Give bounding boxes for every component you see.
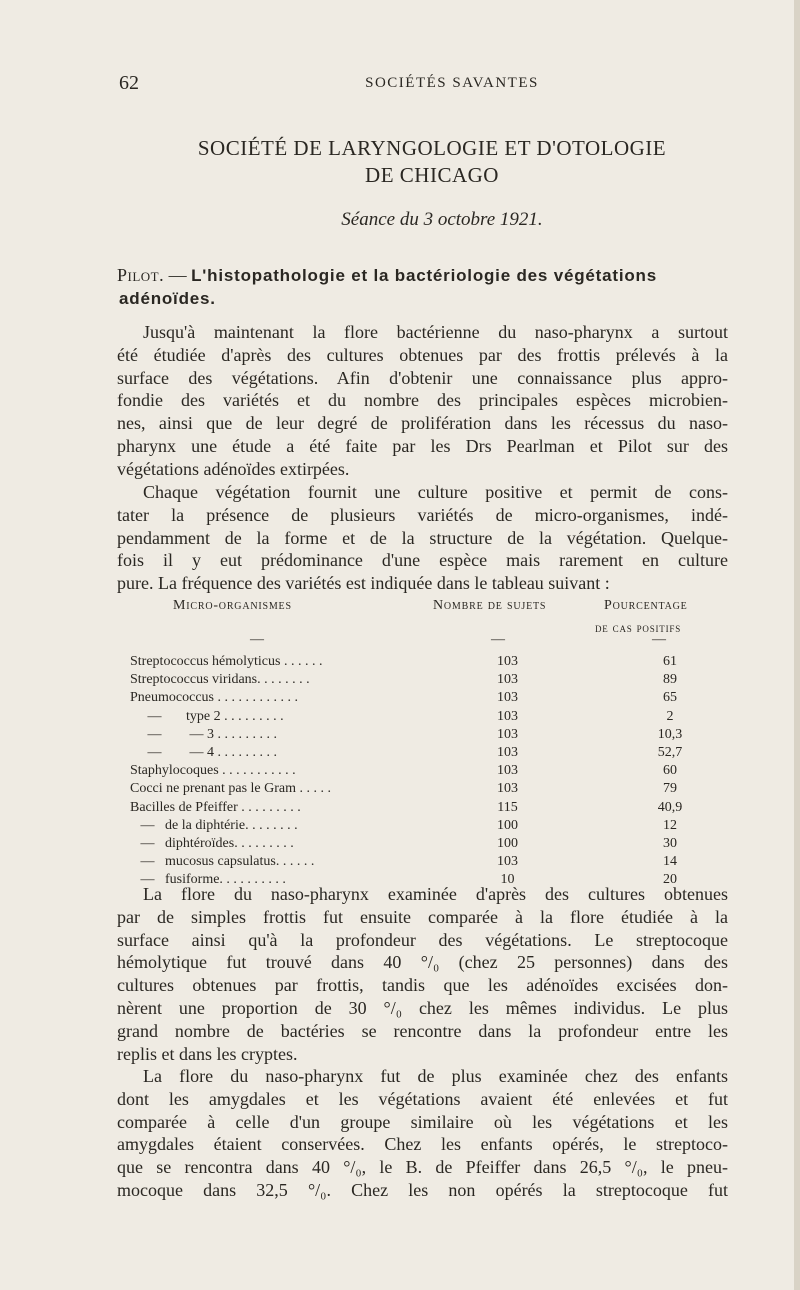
paragraph-1 [117,321,728,481]
positive-percentage: 10,3 [657,726,683,742]
organism-name: — diphtéroïdes. . . . . . . . . [130,835,294,851]
text-line: fondie des variétés et du nombre des principales espèces microbien- [117,390,728,411]
table-row [130,853,710,871]
subject-count: 103 [497,726,518,742]
title-line-2: adénoïdes. [119,289,216,308]
subject-count: 103 [497,672,518,688]
table-row [130,744,710,762]
table-body [130,653,710,889]
subject-count: 100 [497,817,518,833]
text-line: fois il y eut prédominance d'une espèce mais rarement en culture [117,550,728,571]
text-line: cultures obtenues par frottis, tandis que les adénoïdes excisées don- [117,975,728,996]
table-row [130,726,710,744]
text-line: que se rencontra dans 40 °/₀, le B. de Pfeiffer dans 26,5 °/₀, le pneu- [117,1157,728,1178]
text-line: replis et dans les cryptes. [117,1043,298,1064]
positive-percentage: 79 [663,781,677,797]
organism-name: Cocci ne prenant pas le Gram . . . . . [130,781,331,797]
paragraph-3 [117,883,728,1065]
table-row [130,799,710,817]
positive-percentage: 30 [663,835,677,851]
organism-name: — de la diphtérie. . . . . . . . [130,817,298,833]
text-line: Chaque végétation fournit une culture positive et permit de cons- [143,482,728,502]
column-header-subjects: Nombre de sujets [433,598,547,613]
subject-count: 103 [497,854,518,870]
text-line: surface des végétations. Afin d'obtenir une connaissance plus appro- [117,367,728,388]
text-line: grand nombre de bactéries se rencontre dans la profondeur entre les [117,1020,728,1041]
society-line-1: SOCIÉTÉ DE LARYNGOLOGIE ET D'OTOLOGIE [197,136,667,160]
organism-name: — fusiforme. . . . . . . . . . [130,872,286,888]
positive-percentage: 20 [663,872,677,888]
subject-count: 103 [497,781,518,797]
text-line: Jusqu'à maintenant la flore bactérienne du naso-pharynx a surtout [143,322,728,342]
table-row [130,708,710,726]
text-line: été étudiée d'après des cultures obtenues par des frottis prélevés à la [117,344,728,365]
text-line: par de simples frottis fut ensuite comparée à la flore étudiée à la [117,906,728,927]
subject-count: 115 [497,799,518,815]
subject-count: 100 [497,835,518,851]
text-line: pendamment de la forme et de la structure de la végétation. Quelque- [117,527,728,548]
subject-count: 10 [500,872,515,888]
text-line: végétations adénoïdes extirpées. [117,458,350,479]
session-date: Séance du 3 octobre 1921. [341,209,543,230]
article-title [117,264,747,310]
subject-count: 103 [497,744,518,760]
table-row [130,817,710,835]
column-dash: — [652,632,666,647]
positive-percentage: 65 [663,690,677,706]
paragraph-2 [117,481,728,595]
column-header-percentage: Pourcentage [604,598,688,613]
positive-percentage: 52,7 [657,744,683,760]
column-header-percentage-sub: de cas positifs [595,620,682,635]
column-dash: — [250,632,264,647]
positive-percentage: 61 [663,654,677,669]
subject-count: 103 [497,708,518,724]
table-row [130,671,710,689]
organism-name: — mucosus capsulatus. . . . . . [130,854,315,870]
title-line-1: L'histopathologie et la bactériologie des végétations [191,266,657,285]
text-line: mocoque dans 32,5 °/₀. Chez les non opérés la streptocoque fut [117,1179,728,1200]
positive-percentage: 89 [663,672,677,688]
subject-count: 103 [497,763,518,779]
organism-name: — type 2 . . . . . . . . . [130,708,284,724]
running-title: SOCIÉTÉS SAVANTES [365,75,539,91]
text-line: pure. La fréquence des variétés est indiquée dans le tableau suivant : [117,573,610,594]
paragraph-4 [117,1065,728,1202]
table-row [130,835,710,853]
positive-percentage: 40,9 [657,799,683,815]
organism-name: — — 4 . . . . . . . . . [130,744,277,760]
positive-percentage: 2 [666,708,674,724]
organism-name: Streptococcus viridans. . . . . . . . [130,672,310,688]
organism-name: — — 3 . . . . . . . . . [130,726,277,742]
title-dash: — [164,265,192,285]
society-line-2: DE CHICAGO [365,163,499,187]
text-line: nes, ainsi que de leur degré de prolifération dans les récessus du naso- [117,413,728,434]
author-name: Pilot. [117,265,165,285]
society-heading [117,135,747,189]
table-row [130,780,710,798]
table-row [130,689,710,707]
text-line: pharynx une étude a été faite par les Drs Pearlman et Pilot sur des [117,435,728,456]
positive-percentage: 14 [663,854,677,870]
page-number: 62 [119,72,139,94]
running-header [117,72,747,102]
text-line: dont les amygdales et les végétations avaient été enlevées et fut [117,1088,728,1109]
text-line: La flore du naso-pharynx examinée d'après des cultures obtenues [143,884,728,904]
organism-name: Bacilles de Pfeiffer . . . . . . . . . [130,799,301,815]
positive-percentage: 12 [663,817,677,833]
organism-name: Streptococcus hémolyticus . . . . . . [130,654,323,669]
text-line: tater la présence de plusieurs variétés de micro-organismes, indé- [117,504,728,525]
subject-count: 103 [497,654,518,669]
organism-name: Pneumococcus . . . . . . . . . . . . [130,690,298,706]
column-dash: — [491,632,505,647]
column-header-organisms: Micro-organismes [173,598,292,613]
text-line: hémolytique fut trouvé dans 40 °/₀ (chez 25 personnes) dans des [117,952,728,973]
positive-percentage: 60 [663,763,677,779]
table-row [130,762,710,780]
text-line: La flore du naso-pharynx fut de plus examinée chez des enfants [143,1066,728,1086]
subject-count: 103 [497,690,518,706]
text-line: surface ainsi qu'à la profondeur des végétations. Le streptocoque [117,929,728,950]
text-line: nèrent une proportion de 30 °/₀ chez les mêmes individus. Le plus [117,997,728,1018]
organism-name: Staphylocoques . . . . . . . . . . . [130,763,296,779]
table-row [130,653,710,671]
text-line: comparée à celle d'un groupe similaire où les végétations et les [117,1111,728,1132]
page-edge [794,0,800,1290]
text-line: amygdales étaient conservées. Chez les enfants opérés, le streptoco- [117,1134,728,1155]
